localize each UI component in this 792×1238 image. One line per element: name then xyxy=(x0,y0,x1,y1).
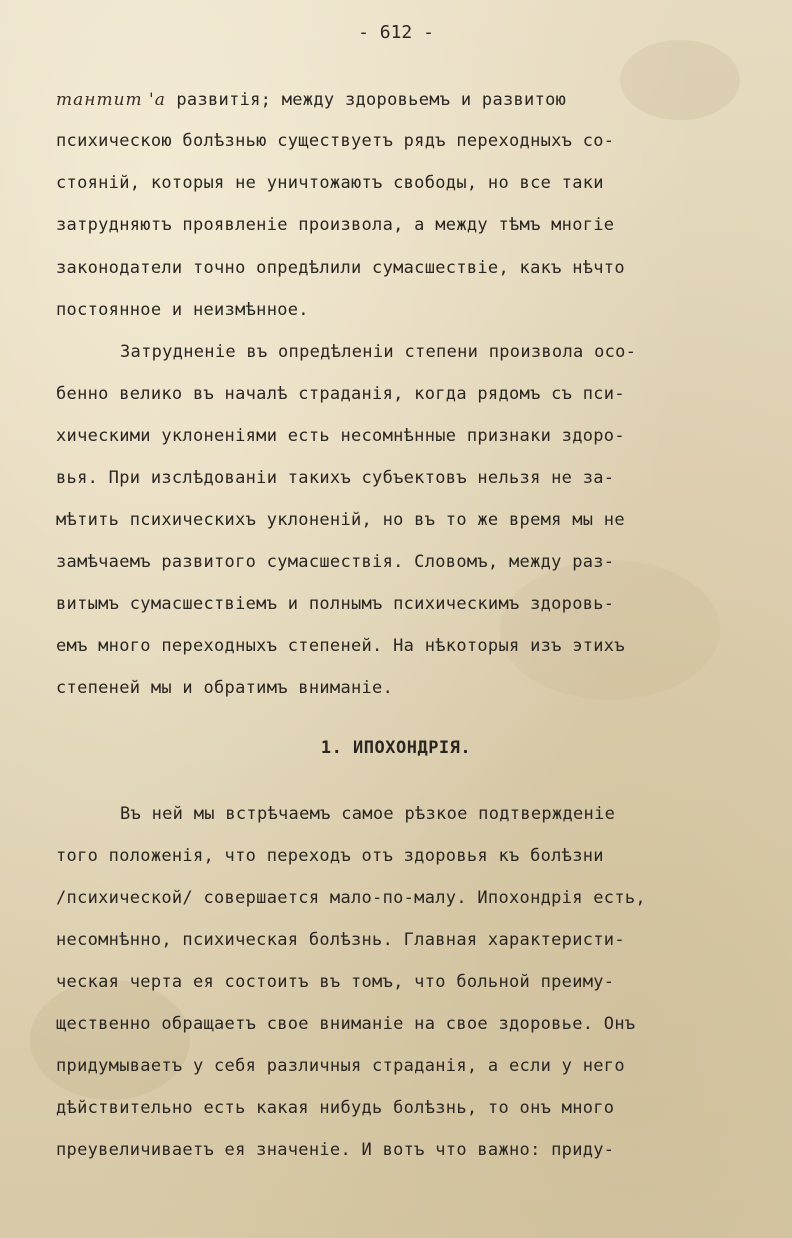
text-line-7: Затрудненіе въ опредѣленіи степени произвола осо- xyxy=(120,342,637,362)
text-line-22: придумываетъ у себя различныя страданія, а если у него xyxy=(56,1056,625,1076)
text-line-24: преувеличиваетъ ея значеніе. И вотъ что важно: приду- xyxy=(56,1140,615,1160)
text-line-13: витымъ сумасшествіемъ и полнымъ психическимъ здоровь- xyxy=(56,594,615,614)
text-line-9: хическими уклоненіями есть несомнѣнные признаки здоро- xyxy=(56,426,625,446)
text-line-3: стояній, которыя не уничтожаютъ свободы, но все таки xyxy=(56,173,604,193)
text-line-1: тантит 'а развитія; между здоровьемъ и развитою xyxy=(56,90,567,110)
text-line-16: Въ ней мы встрѣчаемъ самое рѣзкое подтвержденіе xyxy=(120,804,616,824)
text-line-12: замѣчаемъ развитого сумасшествія. Словомъ, между раз- xyxy=(56,552,615,572)
section-heading: 1. ИПОХОНДРІЯ. xyxy=(320,738,472,758)
text-line-18: /психической/ совершается мало-по-малу. Ипохондрія есть, xyxy=(56,888,646,908)
text-line-23: дѣйствительно есть какая нибудь болѣзнь, то онъ много xyxy=(56,1098,615,1118)
text-line-10: вья. При изслѣдованіи такихъ субъектовъ нельзя не за- xyxy=(56,468,615,488)
text-line-6: постоянное и неизмѣнное. xyxy=(56,300,309,320)
paper-stain xyxy=(620,40,740,120)
text-line-17: того положенія, что переходъ отъ здоровья къ болѣзни xyxy=(56,846,604,866)
text-line-4: затрудняютъ проявленіе произвола, а между тѣмъ многіе xyxy=(56,215,615,235)
paper-stain xyxy=(30,980,190,1100)
page-number: - 612 - xyxy=(358,22,434,43)
paper-stain xyxy=(500,560,720,700)
text-line-2: психическою болѣзнью существуетъ рядъ переходныхъ со- xyxy=(56,131,615,151)
text-line-14: емъ много переходныхъ степеней. На нѣкоторыя изъ этихъ xyxy=(56,636,625,656)
text-line-15: степеней мы и обратимъ вниманіе. xyxy=(56,678,394,698)
text-line-21: щественно обращаетъ свое вниманіе на свое здоровье. Онъ xyxy=(56,1014,636,1034)
handwritten-insertion: тантит 'а xyxy=(56,90,166,110)
text-line-20: ческая черта ея состоитъ въ томъ, что больной преиму- xyxy=(56,972,615,992)
text-line-5: законодатели точно опредѣлили сумасшествіе, какъ нѣчто xyxy=(56,258,625,278)
text-line-11: мѣтить психическихъ уклоненій, но въ то же время мы не xyxy=(56,510,625,530)
text-line-8: бенно велико въ началѣ страданія, когда рядомъ съ пси- xyxy=(56,384,625,404)
text-line-19: несомнѣнно, психическая болѣзнь. Главная характеристи- xyxy=(56,930,625,950)
